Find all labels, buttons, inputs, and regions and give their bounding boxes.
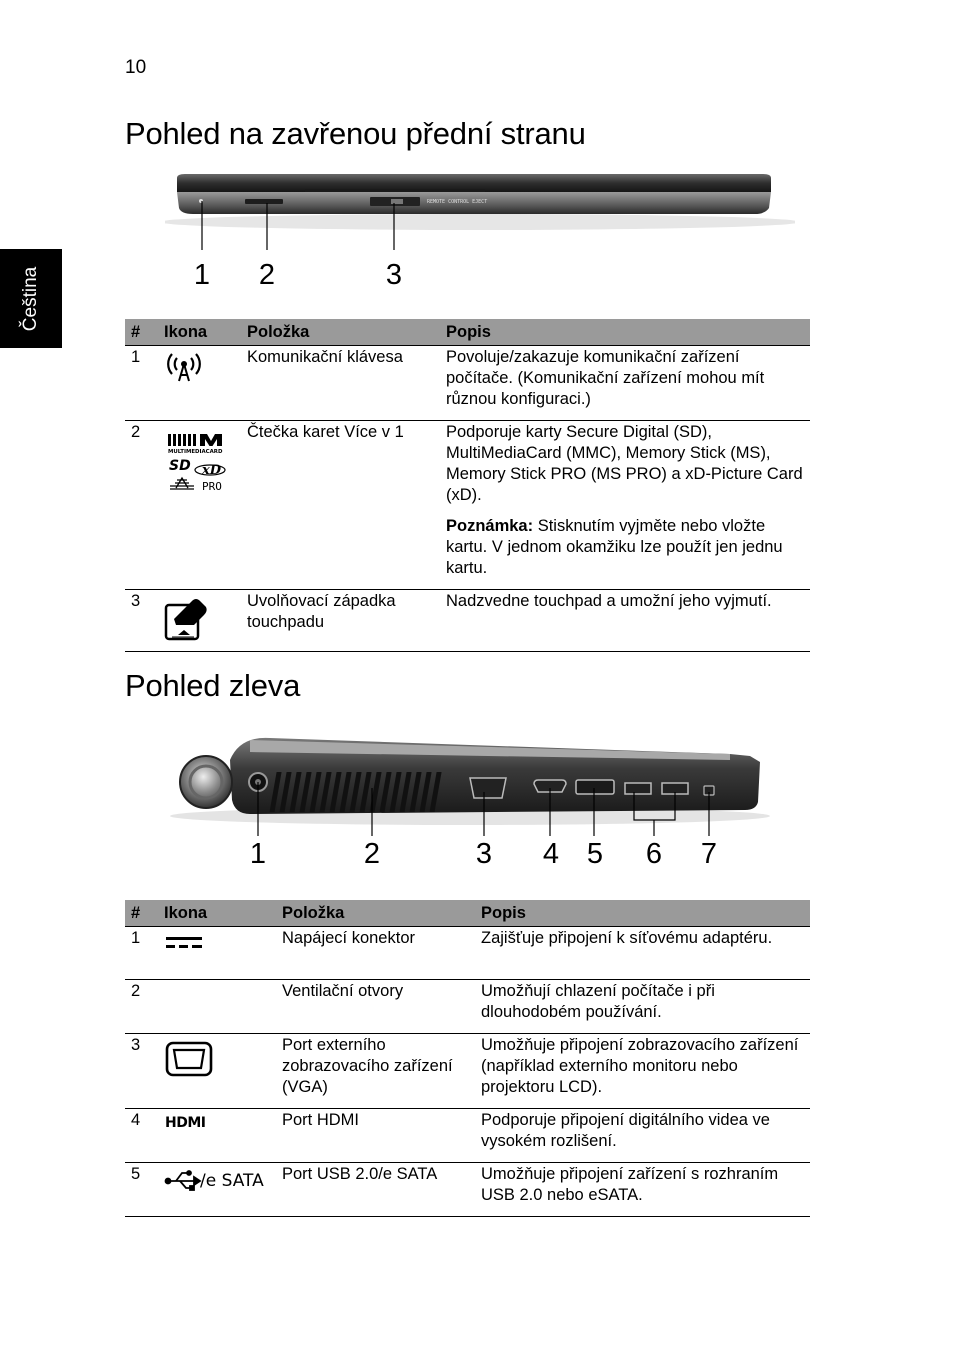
left-view-illustration	[170, 730, 770, 840]
item-name: Port HDMI	[276, 1109, 475, 1163]
table-row	[125, 590, 810, 652]
page-number: 10	[125, 57, 147, 78]
table-header-row	[125, 319, 810, 346]
col-header-icon: Ikona	[158, 319, 241, 346]
table-row	[125, 346, 810, 421]
item-description: Zajišťuje připojení k síťovému adaptéru.	[475, 927, 810, 980]
col-header-item: Položka	[241, 319, 440, 346]
left-view-title: Pohled zleva	[125, 668, 301, 703]
front-view-illustration	[165, 170, 795, 250]
item-name: Komunikační klávesa	[241, 346, 440, 421]
left-callout-2: 2	[363, 838, 381, 870]
item-description: Povoluje/zakazuje komunikační zařízení počítače. (Komunikační zařízení mohou mít různou konfiguraci.)	[440, 346, 810, 421]
front-callout-2: 2	[258, 259, 276, 291]
item-description: Nadzvedne touchpad a umožní jeho vyjmutí.	[440, 590, 810, 652]
xd-logo-text: xD	[202, 463, 222, 478]
item-name: Uvolňovací západka touchpadu	[241, 590, 440, 652]
left-callout-5: 5	[586, 838, 604, 870]
left-callout-6: 6	[645, 838, 663, 870]
hdmi-logo-text: HDMI	[165, 1115, 206, 1131]
touchpad-release-icon	[164, 595, 210, 641]
col-header-item: Položka	[276, 900, 475, 927]
table-row	[125, 421, 810, 590]
language-label: Čeština	[20, 266, 41, 332]
esata-logo-text: /e SATA	[200, 1171, 264, 1191]
item-name: Port externího zobrazovacího zařízení (VGA)	[276, 1034, 475, 1109]
col-header-description: Popis	[440, 319, 810, 346]
left-callout-7: 7	[700, 838, 718, 870]
laptop-front-image	[165, 170, 795, 250]
row-number: 5	[125, 1163, 158, 1217]
laptop-left-side-image	[170, 730, 770, 840]
col-header-number: #	[125, 900, 158, 927]
row-number: 3	[125, 590, 158, 652]
wireless-communication-icon	[164, 351, 204, 383]
item-description: Umožňuje připojení zařízení s rozhraním USB 2.0 nebo eSATA.	[475, 1163, 810, 1217]
table-header-row	[125, 900, 810, 927]
item-description: Umožňuje připojení zobrazovacího zařízení (například externího monitoru nebo projektoru LCD).	[475, 1034, 810, 1109]
row-number: 1	[125, 346, 158, 421]
item-description: Podporuje připojení digitálního videa ve vysokém rozlišení.	[475, 1109, 810, 1163]
left-components-table	[125, 900, 810, 1217]
table-row	[125, 1034, 810, 1109]
card-reader-icon	[164, 426, 230, 494]
col-header-number: #	[125, 319, 158, 346]
left-callout-4: 4	[542, 838, 560, 870]
device-port-label: REMOTE CONTROL EJECT	[427, 199, 488, 205]
table-row	[125, 927, 810, 980]
sd-logo-text: SD	[169, 458, 191, 474]
table-row	[125, 1109, 810, 1163]
item-name: Ventilační otvory	[276, 980, 475, 1034]
row-number: 2	[125, 980, 158, 1034]
row-number: 4	[125, 1109, 158, 1163]
front-view-title: Pohled na zavřenou přední stranu	[125, 116, 586, 151]
left-callout-1: 1	[249, 838, 267, 870]
item-name: Napájecí konektor	[276, 927, 475, 980]
col-header-icon: Ikona	[158, 900, 276, 927]
usb-esata-icon	[164, 1168, 270, 1192]
item-name: Port USB 2.0/e SATA	[276, 1163, 475, 1217]
item-description: Podporuje karty Secure Digital (SD), MultiMediaCard (MMC), Memory Stick (MS), Memory Stick PRO (MS PRO) a xD-Picture Card (xD).	[446, 423, 803, 504]
note-label: Poznámka:	[446, 517, 534, 535]
mmc-logo-text: MULTIMEDIACARD	[168, 449, 223, 455]
dc-power-icon	[164, 932, 204, 954]
item-note	[446, 516, 804, 579]
note-text: Stisknutím vyjměte nebo vložte kartu. V jednom okamžiku lze použít jen jednu kartu.	[446, 517, 783, 577]
table-row	[125, 980, 810, 1034]
front-callout-3: 3	[385, 259, 403, 291]
front-callout-1: 1	[193, 259, 211, 291]
table-row	[125, 1163, 810, 1217]
row-number: 3	[125, 1034, 158, 1109]
col-header-description: Popis	[475, 900, 810, 927]
hdmi-icon	[164, 1114, 224, 1132]
row-number: 2	[125, 421, 158, 590]
vga-port-icon	[164, 1039, 214, 1079]
item-name: Čtečka karet Více v 1	[241, 421, 440, 590]
front-components-table	[125, 319, 810, 652]
pro-logo-text: PRO	[202, 480, 222, 493]
row-number: 1	[125, 927, 158, 980]
language-side-tab	[0, 249, 62, 348]
item-description: Umožňují chlazení počítače i při dlouhodobém používání.	[475, 980, 810, 1034]
left-callout-3: 3	[475, 838, 493, 870]
